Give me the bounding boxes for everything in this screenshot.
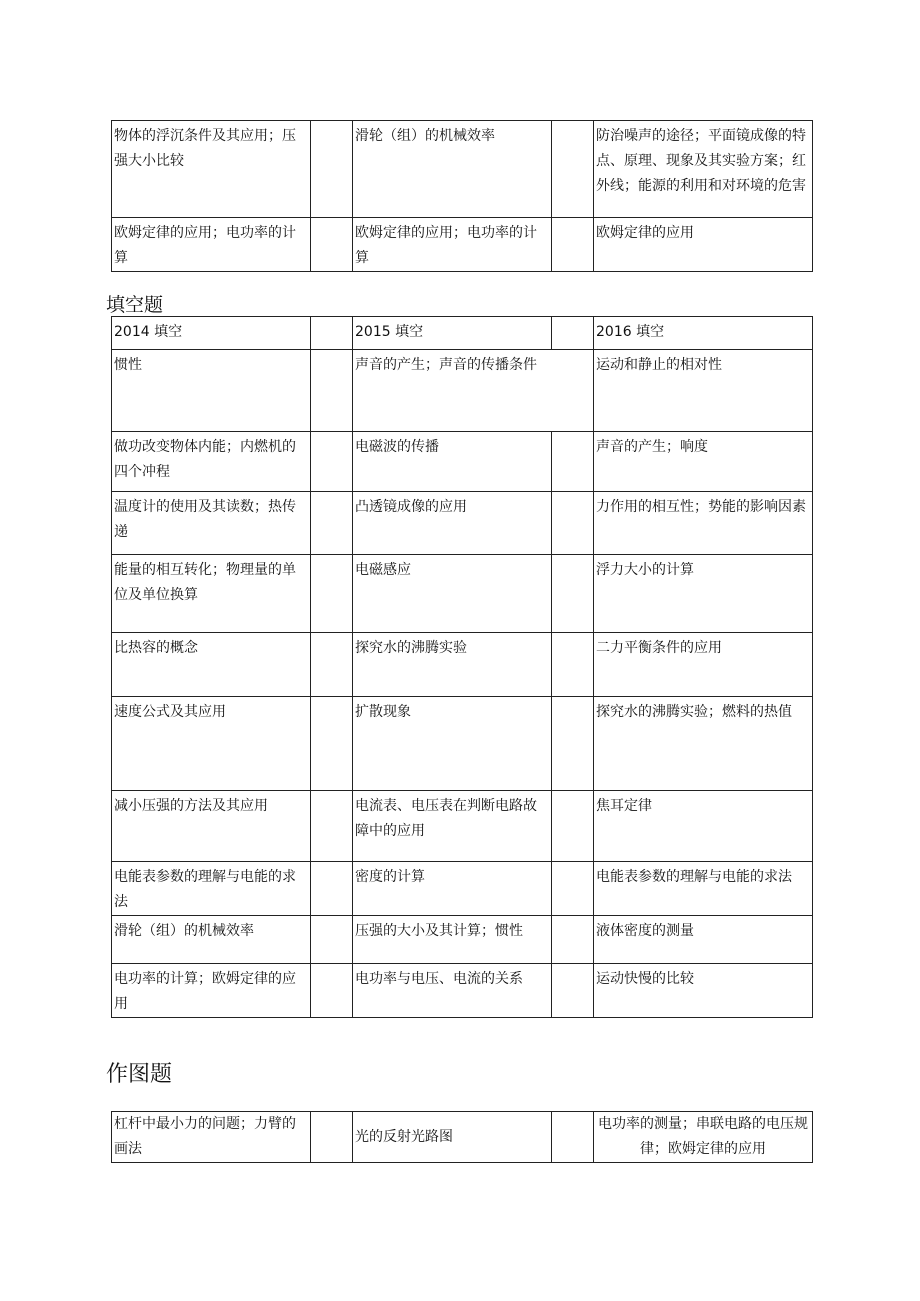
table-cell: 滑轮（组）的机械效率 [353, 121, 552, 218]
section-heading-fill: 填空题 [106, 294, 164, 316]
table-cell: 光的反射光路图 [353, 1112, 552, 1163]
table-row [112, 791, 813, 862]
table-row [112, 697, 813, 791]
table-cell: 液体密度的测量 [594, 916, 813, 964]
section-heading-draw: 作图题 [106, 1062, 173, 1087]
table-cell: 电磁感应 [353, 555, 552, 633]
spacer-cell [552, 964, 594, 1018]
table-cell: 减小压强的方法及其应用 [112, 791, 311, 862]
table-cell: 欧姆定律的应用；电功率的计算 [353, 218, 552, 272]
table-cell: 二力平衡条件的应用 [594, 633, 813, 697]
table-row [112, 633, 813, 697]
table-cell: 电功率的计算；欧姆定律的应用 [112, 964, 311, 1018]
table-row [112, 350, 813, 432]
table-cell: 电能表参数的理解与电能的求法 [594, 862, 813, 916]
spacer-cell [552, 697, 594, 791]
column-header-2016: 2016 填空 [594, 317, 813, 350]
table-cell: 温度计的使用及其读数；热传递 [112, 492, 311, 555]
table-row [112, 432, 813, 492]
table-cell: 电流表、电压表在判断电路故障中的应用 [353, 791, 552, 862]
spacer-cell [311, 121, 353, 218]
table-row [112, 964, 813, 1018]
spacer-cell [311, 633, 353, 697]
spacer-cell [311, 791, 353, 862]
table-cell: 运动快慢的比较 [594, 964, 813, 1018]
fill-topic-table [111, 316, 813, 1018]
spacer-cell [552, 862, 594, 916]
table-cell: 滑轮（组）的机械效率 [112, 916, 311, 964]
table-row [112, 218, 813, 272]
table-row [112, 1112, 813, 1163]
table-cell: 欧姆定律的应用；电功率的计算 [112, 218, 311, 272]
header-row [112, 317, 813, 350]
spacer-cell [552, 791, 594, 862]
draw-topic-table [111, 1111, 813, 1163]
spacer-cell [311, 555, 353, 633]
table-cell: 物体的浮沉条件及其应用；压强大小比较 [112, 121, 311, 218]
table-cell: 浮力大小的计算 [594, 555, 813, 633]
table-row [112, 121, 813, 218]
spacer-cell [311, 350, 353, 432]
table-cell: 电功率与电压、电流的关系 [353, 964, 552, 1018]
spacer-cell [311, 697, 353, 791]
spacer-cell [552, 916, 594, 964]
table-row [112, 555, 813, 633]
table-cell: 电功率的测量；串联电路的电压规律；欧姆定律的应用 [594, 1112, 813, 1163]
table-cell: 欧姆定律的应用 [594, 218, 813, 272]
spacer-cell [552, 492, 594, 555]
spacer-cell [552, 432, 594, 492]
spacer-cell [311, 432, 353, 492]
table-cell: 防治噪声的途径；平面镜成像的特点、原理、现象及其实验方案；红外线；能源的利用和对环境的危害 [594, 121, 813, 218]
column-header-2015: 2015 填空 [353, 317, 552, 350]
table-cell: 焦耳定律 [594, 791, 813, 862]
spacer-cell [311, 1112, 353, 1163]
spacer-cell [552, 1112, 594, 1163]
spacer-cell [311, 218, 353, 272]
table-cell: 电能表参数的理解与电能的求法 [112, 862, 311, 916]
top-topic-table [111, 120, 813, 272]
table-cell: 探究水的沸腾实验；燃料的热值 [594, 697, 813, 791]
table-cell: 凸透镜成像的应用 [353, 492, 552, 555]
table-cell: 探究水的沸腾实验 [353, 633, 552, 697]
table-cell: 惯性 [112, 350, 311, 432]
spacer-cell [552, 633, 594, 697]
table-cell: 杠杆中最小力的问题；力臂的画法 [112, 1112, 311, 1163]
spacer-cell [311, 862, 353, 916]
spacer-cell [311, 964, 353, 1018]
spacer-cell [311, 492, 353, 555]
spacer-cell [311, 317, 353, 350]
table-cell: 压强的大小及其计算；惯性 [353, 916, 552, 964]
spacer-cell [552, 555, 594, 633]
table-row [112, 862, 813, 916]
column-header-2014: 2014 填空 [112, 317, 311, 350]
table-cell: 做功改变物体内能；内燃机的四个冲程 [112, 432, 311, 492]
table-cell: 声音的产生；响度 [594, 432, 813, 492]
table-cell: 速度公式及其应用 [112, 697, 311, 791]
table-cell: 扩散现象 [353, 697, 552, 791]
spacer-cell [552, 121, 594, 218]
table-cell: 比热容的概念 [112, 633, 311, 697]
table-cell: 声音的产生；声音的传播条件 [353, 350, 594, 432]
spacer-cell [552, 218, 594, 272]
table-row [112, 916, 813, 964]
table-cell: 电磁波的传播 [353, 432, 552, 492]
table-cell: 能量的相互转化；物理量的单位及单位换算 [112, 555, 311, 633]
table-cell: 运动和静止的相对性 [594, 350, 813, 432]
table-cell: 力作用的相互性；势能的影响因素 [594, 492, 813, 555]
table-row [112, 492, 813, 555]
spacer-cell [311, 916, 353, 964]
spacer-cell [552, 317, 594, 350]
table-cell: 密度的计算 [353, 862, 552, 916]
